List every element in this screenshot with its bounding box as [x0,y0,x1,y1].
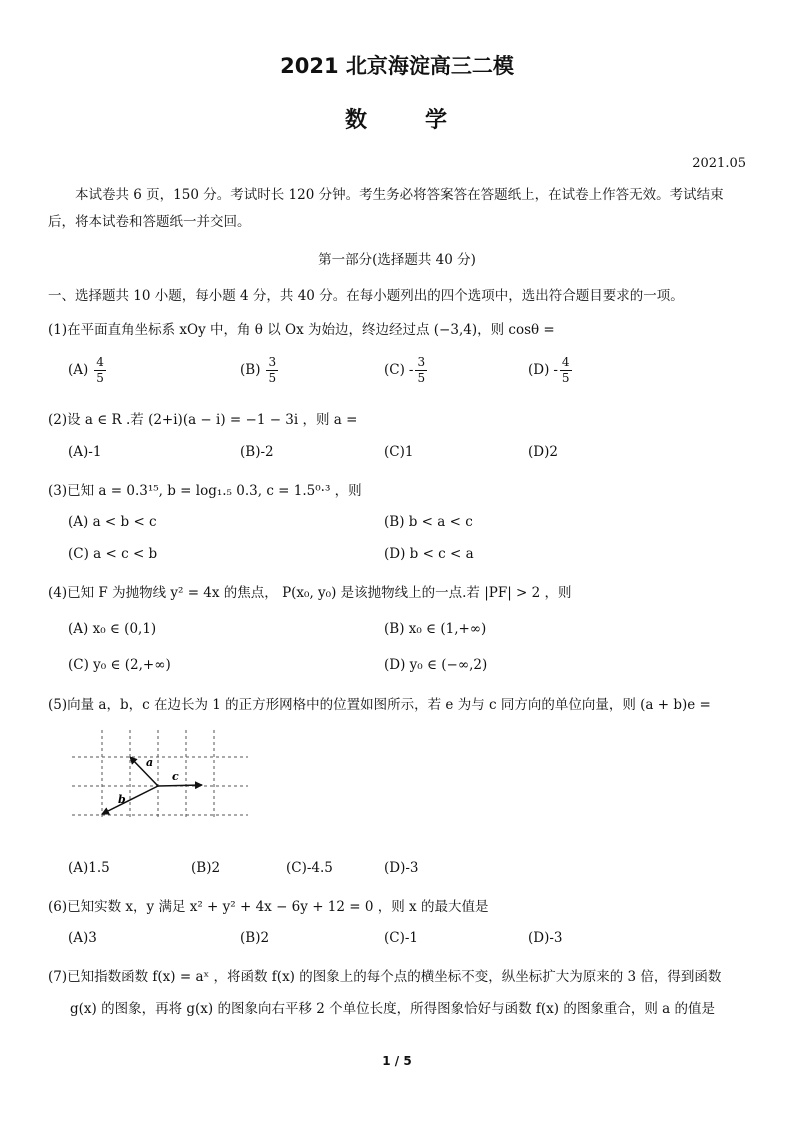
vector-grid-figure [68,728,250,820]
vector-b-label: b [118,793,126,806]
q4-option-a: (A) x₀ ∈ (0,1) [68,621,157,637]
q1-option-d-denominator: 5 [561,371,570,385]
q6-option-c: (C)-1 [384,930,419,946]
q5-option-b: (B)2 [191,860,221,876]
q1-option-c-sign: - [408,362,414,378]
q1-option-c [384,355,429,386]
q2-option-a: (A)-1 [68,444,102,460]
q1-option-c-numerator: 3 [417,355,426,369]
q6-option-b: (B)2 [240,930,270,946]
subject-char-2: 学 [425,108,450,133]
q1-option-a-numerator: 4 [96,355,104,369]
q3-option-b: (B) b < a < c [384,514,473,530]
q1-option-d-sign: - [553,362,558,378]
q1-option-b-label: (B) [240,362,261,378]
q1-option-b-numerator: 3 [268,355,277,369]
instructions: 本试卷共 6 页，150 分。考试时长 120 分钟。考生务必将答案答在答题纸上，在试卷上作答无效。考试结束后，将本试卷和答题纸一并交回。 [48,187,724,230]
q2-option-b: (B)-2 [240,444,274,460]
q1-option-d-numerator: 4 [561,355,570,369]
subject-title [0,103,794,134]
exam-title: 2021 北京海淀高三二模 [280,54,514,78]
question-1-stem: (1)在平面直角坐标系 xOy 中，角 θ 以 Ox 为始边，终边经过点 (−3,4)，则 cosθ = [48,322,555,338]
q1-option-a [68,355,108,386]
q1-option-d-label: (D) [528,362,550,378]
q1-option-a-denominator: 5 [96,371,104,385]
q6-option-d: (D)-3 [528,930,563,946]
q3-option-c: (C) a < c < b [68,546,158,562]
part-title: 第一部分(选择题共 40 分) [318,252,476,268]
q2-option-d: (D)2 [528,444,558,460]
question-7-line-1: (7)已知指数函数 f(x) = aˣ ，将函数 f(x) 的图象上的每个点的横坐标不变，纵坐标扩大为原来的 3 倍，得到函数 [48,969,722,985]
q1-option-b-denominator: 5 [268,371,277,385]
exam-date: 2021.05 [692,156,746,171]
q3-option-a: (A) a < b < c [68,514,157,530]
grid-lines [72,730,248,818]
q6-option-a: (A)3 [68,930,97,946]
page-number: 1 / 5 [382,1054,412,1068]
q5-option-a: (A)1.5 [68,860,110,876]
q5-option-d: (D)-3 [384,860,419,876]
q1-option-b [240,355,280,386]
q4-option-c: (C) y₀ ∈ (2,+∞) [68,657,171,673]
question-4-stem: (4)已知 F 为抛物线 y² = 4x 的焦点， P(x₀, y₀) 是该抛物线上的一点.若 |PF| > 2 ，则 [48,585,572,601]
question-2-stem: (2)设 a ∈ R .若 (2+i)(a − i) = −1 − 3i ，则 a = [48,412,358,428]
q4-option-d: (D) y₀ ∈ (−∞,2) [384,657,488,673]
question-5-stem: (5)向量 a，b，c 在边长为 1 的正方形网格中的位置如图所示，若 e 为与 c 同方向的单位向量，则 (a + b)e = [48,697,711,713]
q3-option-d: (D) b < c < a [384,546,474,562]
q1-option-c-label: (C) [384,362,405,378]
vector-c-arrow [158,785,202,786]
vector-a-arrow [130,757,158,786]
vector-c-label: c [172,770,179,783]
section-title: 一、选择题共 10 小题，每小题 4 分，共 40 分。在每小题列出的四个选项中，选出符合题目要求的一项。 [48,288,684,304]
question-6-stem: (6)已知实数 x，y 满足 x² + y² + 4x − 6y + 12 = 0 ，则 x 的最大值是 [48,899,489,915]
question-7-line-2: g(x) 的图象，再将 g(x) 的图象向右平移 2 个单位长度，所得图象恰好与函数 f(x) 的图象重合，则 a 的值是 [70,1001,715,1017]
vector-a-label: a [146,756,154,769]
q1-option-c-denominator: 5 [417,371,426,385]
q5-option-c: (C)-4.5 [286,860,333,876]
question-3-stem: (3)已知 a = 0.3¹⁵, b = log₁.₅ 0.3, c = 1.5⁰·³ ，则 [48,483,362,499]
q1-option-d [528,355,574,386]
q2-option-c: (C)1 [384,444,414,460]
q4-option-b: (B) x₀ ∈ (1,+∞) [384,621,487,637]
q1-option-a-label: (A) [68,362,89,378]
subject-char-1: 数 [344,108,369,133]
